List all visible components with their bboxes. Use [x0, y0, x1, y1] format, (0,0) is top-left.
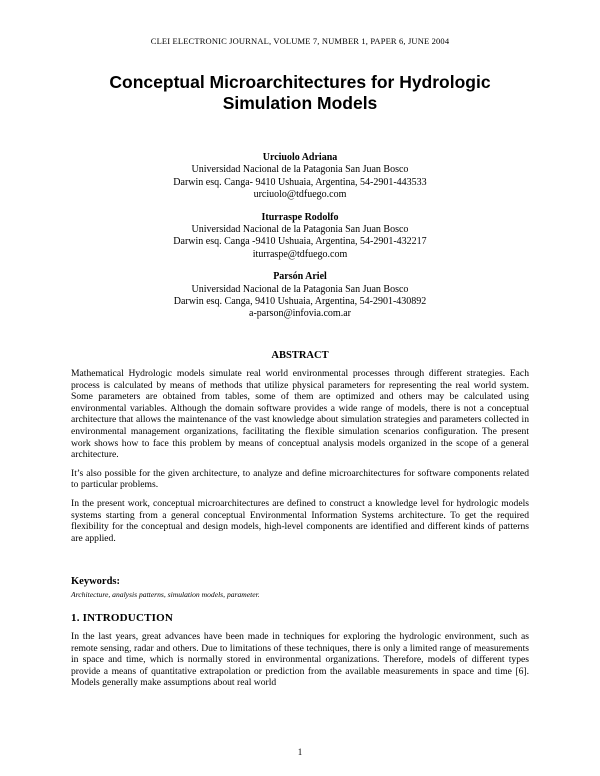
author-address: Darwin esq. Canga -9410 Ushuaia, Argentina, 54-2901-432217: [173, 236, 427, 248]
abstract-body: [71, 368, 529, 551]
author-email: iturraspe@tdfuego.com: [252, 248, 348, 260]
abstract-paragraph: It’s also possible for the given architecture, to analyze and define microarchitectures for software components related to particular problems.: [71, 467, 529, 491]
introduction-paragraph: In the last years, great advances have been made in techniques for exploring the hydrologic environment, such as remote sensing, radar and others. Due to limitations of these techniques, there is only a limited range of measurements in space and time, which is normally stored in environmental organizations. Therefore, models of different types provide a means of quantitative extrapolation or prediction from the available measurements in space and time [6]. Models generally make assumptions about real world: [71, 631, 529, 689]
keywords-heading: Keywords:: [71, 576, 120, 587]
abstract-heading: ABSTRACT: [271, 350, 329, 361]
paper-title: [60, 72, 540, 114]
author-email: a-parson@infovia.com.ar: [249, 308, 351, 320]
title-line-1: Conceptual Microarchitectures for Hydrologic: [109, 72, 491, 92]
author-block: [60, 152, 540, 202]
author-email: urciuolo@tdfuego.com: [253, 189, 347, 201]
running-header: CLEI ELECTRONIC JOURNAL, VOLUME 7, NUMBER 1, PAPER 6, JUNE 2004: [150, 36, 450, 46]
author-address: Darwin esq. Canga- 9410 Ushuaia, Argentina, 54-2901-443533: [173, 176, 427, 188]
keywords-text: Architecture, analysis patterns, simulation models, parameter.: [71, 590, 260, 599]
author-affiliation: Universidad Nacional de la Patagonia San Juan Bosco: [191, 283, 409, 295]
abstract-paragraph: In the present work, conceptual microarchitectures are defined to construct a knowledge level for hydrologic models systems starting from a general conceptual Environmental Information Systems architecture. To get the required flexibility for the conceptual and design models, high-level components are identified and different kinds of patterns are applied.: [71, 497, 529, 544]
author-affiliation: Universidad Nacional de la Patagonia San Juan Bosco: [191, 164, 409, 176]
abstract-paragraph: Mathematical Hydrologic models simulate real world environmental processes through different strategies. Each process is calculated by means of methods that utilize physical parameters for representing the real world system. Some parameters are obtained from tables, some of them are optimized and others may be calculated using environmental variables. Although the domain software provides a wide range of models, there is not a conceptual architecture that allows the maintenance of the vast knowledge about simulation strategies and parameters collected in environmental management organizations, facilitating the flexible simulation scenarios configuration. The present work shows how to face this problem by means of conceptual analysis models organized in the scope of a general architecture.: [71, 368, 529, 461]
author-list: [60, 152, 540, 331]
author-block: [60, 212, 540, 262]
author-name: Parsón Ariel: [273, 271, 327, 283]
author-affiliation: Universidad Nacional de la Patagonia San Juan Bosco: [191, 224, 409, 236]
title-line-2: Simulation Models: [222, 93, 378, 113]
introduction-body: [71, 631, 529, 696]
page-number: 1: [297, 747, 303, 757]
author-name: Iturraspe Rodolfo: [261, 211, 339, 223]
author-name: Urciuolo Adriana: [262, 152, 338, 163]
introduction-heading: 1. INTRODUCTION: [71, 612, 174, 624]
author-address: Darwin esq. Canga, 9410 Ushuaia, Argentina, 54-2901-430892: [173, 296, 427, 308]
author-block: [60, 271, 540, 321]
